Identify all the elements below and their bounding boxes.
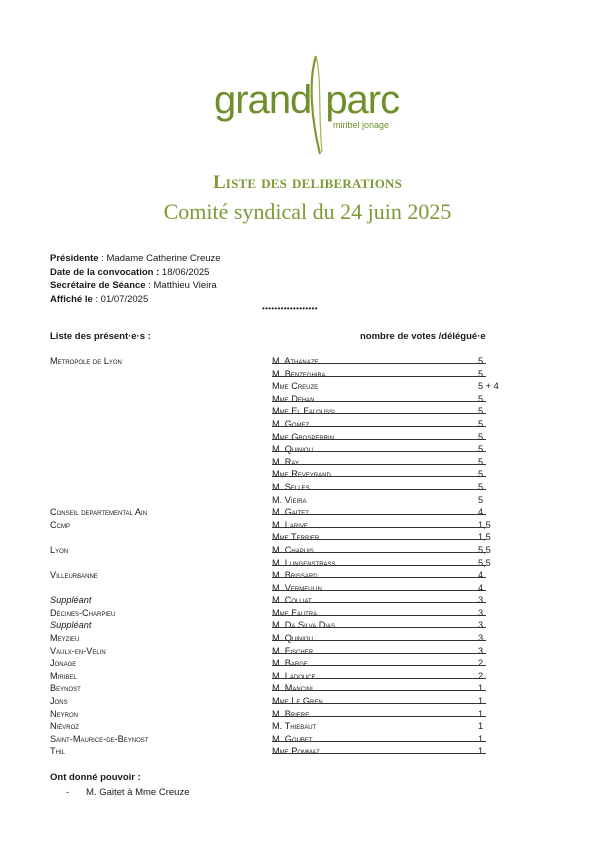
row-org: Saint-Maurice-de-Beynost xyxy=(50,733,149,744)
table-row xyxy=(0,696,600,709)
row-name: M. Ladouce xyxy=(272,670,316,681)
row-org: Décines-Charpieu xyxy=(50,607,116,618)
row-name: M. Quiniou xyxy=(272,444,313,455)
secretaire-label: Secrétaire de Séance xyxy=(50,280,146,291)
logo-wordmark xyxy=(214,80,399,120)
table-row xyxy=(0,709,600,722)
strikethrough-line xyxy=(272,376,486,377)
row-name: Mme Reveyrand xyxy=(272,469,331,480)
table-row xyxy=(0,520,600,533)
row-name: M. Selles xyxy=(272,481,310,492)
row-name: Mme Fautra xyxy=(272,607,318,618)
strikethrough-line xyxy=(272,413,486,414)
row-name: M. Chapuis xyxy=(272,544,314,555)
row-name: M. Larive xyxy=(272,519,308,530)
pouvoir-dash: - xyxy=(66,787,70,798)
affiche-line xyxy=(50,293,221,307)
table-row xyxy=(0,583,600,596)
pouvoir-item xyxy=(66,787,189,798)
row-name: Mme Le Gren xyxy=(272,696,323,707)
row-votes: 1,5 xyxy=(478,519,491,530)
table-row xyxy=(0,633,600,646)
strikethrough-line xyxy=(272,602,486,603)
document-title: Liste des deliberations xyxy=(212,172,403,193)
table-row xyxy=(0,721,600,734)
row-votes: 1 xyxy=(478,746,484,757)
strikethrough-line xyxy=(272,476,486,477)
convocation-label: Date de la convocation : xyxy=(50,266,160,278)
row-name: M. Athanaze xyxy=(272,356,319,366)
strikethrough-line xyxy=(272,464,486,465)
strikethrough-line xyxy=(272,678,486,679)
row-votes: 5 xyxy=(478,418,484,429)
row-votes: 4 xyxy=(478,582,484,593)
row-org: Conseil departemental Ain xyxy=(50,507,148,518)
row-votes: 4 xyxy=(478,570,484,581)
row-org: Thil xyxy=(50,746,65,757)
row-org: Suppléant xyxy=(50,620,92,631)
row-name: M. Gomez xyxy=(272,418,310,429)
logo-grand: grand xyxy=(214,78,312,122)
row-name: Mme Pommaz xyxy=(272,746,320,757)
convocation-line xyxy=(50,266,221,280)
table-row xyxy=(0,394,600,407)
row-org: Niévroz xyxy=(50,721,79,732)
table-row xyxy=(0,469,600,482)
meeting-info xyxy=(50,252,221,306)
document-subtitle: Comité syndical du 24 juin 2025 xyxy=(163,199,452,224)
row-votes: 1,5 xyxy=(478,532,491,543)
logo-subtitle: miribel jonage xyxy=(333,120,390,130)
row-org: Ccmp xyxy=(50,519,70,530)
table-row xyxy=(0,419,600,432)
table-row xyxy=(0,356,600,369)
convocation-value: 18/06/2025 xyxy=(159,266,210,278)
row-org: Metropole de Lyon xyxy=(50,356,122,366)
strikethrough-line xyxy=(272,489,486,490)
row-votes: 3 xyxy=(478,645,484,656)
strikethrough-line xyxy=(272,552,486,553)
row-votes: 5 xyxy=(478,481,484,492)
secretaire-value: : Matthieu Vieira xyxy=(145,280,217,291)
row-votes: 5 + 4 xyxy=(478,381,499,392)
pouvoirs-label: Ont donné pouvoir : xyxy=(50,772,141,783)
affiche-value: : 01/07/2025 xyxy=(92,293,149,305)
strikethrough-line xyxy=(272,363,486,364)
row-votes: 1 xyxy=(478,696,484,707)
table-row xyxy=(0,558,600,571)
table-row xyxy=(0,444,600,457)
row-name: M. Thiebaut xyxy=(272,721,317,732)
table-row xyxy=(0,457,600,470)
separator: •••••••••••••••••• xyxy=(262,304,318,313)
row-votes: 3 xyxy=(478,620,484,631)
row-votes: 5 xyxy=(478,469,484,480)
strikethrough-line xyxy=(272,451,486,452)
strikethrough-line xyxy=(272,665,486,666)
row-org: Jons xyxy=(50,696,68,707)
strikethrough-line xyxy=(272,716,486,717)
table-row xyxy=(0,482,600,495)
row-name: M. Da Silva Dias xyxy=(272,620,336,631)
table-row xyxy=(0,746,600,759)
strikethrough-line xyxy=(272,514,486,515)
row-votes: 3 xyxy=(478,595,484,606)
row-votes: 3 xyxy=(478,633,484,644)
row-name: M. Mancini xyxy=(272,683,313,694)
table-row xyxy=(0,406,600,419)
strikethrough-line xyxy=(272,539,486,540)
row-votes: 1 xyxy=(478,708,484,719)
table-row xyxy=(0,495,600,508)
row-org: Jonage xyxy=(50,658,77,669)
votes-header: nombre de votes /délégué·e xyxy=(360,331,486,342)
strikethrough-line xyxy=(272,426,486,427)
row-votes: 5 xyxy=(478,456,484,467)
row-name: Mme Terrier xyxy=(272,532,320,543)
table-row xyxy=(0,507,600,520)
table-row xyxy=(0,432,600,445)
row-name: M. Gaitet xyxy=(272,507,309,518)
table-row xyxy=(0,646,600,659)
table-row xyxy=(0,658,600,671)
presents-label: Liste des présent·e·s : xyxy=(50,331,151,342)
row-name: M. Goubet xyxy=(272,733,313,744)
strikethrough-line xyxy=(272,627,486,628)
table-row xyxy=(0,671,600,684)
row-votes: 5,5 xyxy=(478,557,491,568)
presidente-label: Présidente xyxy=(50,253,99,264)
row-votes: 1 xyxy=(478,721,484,732)
row-org: Miribel xyxy=(50,670,77,681)
row-org: Neyron xyxy=(50,708,78,719)
row-votes: 5 xyxy=(478,406,484,417)
row-org: Suppléant xyxy=(50,595,92,606)
row-name: M. Fischer xyxy=(272,645,314,656)
strikethrough-line xyxy=(272,653,486,654)
row-name: M. Benzeghiba xyxy=(272,368,326,379)
strikethrough-line xyxy=(272,640,486,641)
row-name: M. Brissard xyxy=(272,570,318,581)
table-row xyxy=(0,595,600,608)
strikethrough-line xyxy=(272,401,486,402)
row-votes: 1 xyxy=(478,683,484,694)
strikethrough-line xyxy=(272,565,486,566)
row-org: Villeurbanne xyxy=(50,570,98,581)
table-row xyxy=(0,381,600,394)
row-name: Mme Grosperrin xyxy=(272,431,335,442)
presidente-value: : Madame Catherine Creuze xyxy=(98,253,221,264)
strikethrough-line xyxy=(272,703,486,704)
presidente-line xyxy=(50,252,221,266)
grand-parc-logo xyxy=(212,52,412,157)
table-row xyxy=(0,369,600,382)
row-votes: 3 xyxy=(478,607,484,618)
strikethrough-line xyxy=(272,527,486,528)
presents-table xyxy=(0,356,600,759)
row-org: Lyon xyxy=(50,544,69,555)
row-name: M. Colliat xyxy=(272,595,312,606)
row-name: M. Lungenstrass xyxy=(272,557,336,568)
strikethrough-line xyxy=(272,753,486,754)
row-votes: 4 xyxy=(478,507,484,518)
row-name: Mme Dehan xyxy=(272,393,315,404)
row-name: M. Vieira xyxy=(272,494,307,505)
row-votes: 2 xyxy=(478,658,484,669)
table-row xyxy=(0,683,600,696)
row-org: Vaulx-en-Velin xyxy=(50,645,106,656)
strikethrough-line xyxy=(272,590,486,591)
row-name: M. Vermeulin xyxy=(272,582,322,593)
pouvoir-text: M. Gaitet à Mme Creuze xyxy=(86,787,190,798)
logo-parc: parc xyxy=(325,78,400,122)
row-name: Mme El Faloussi xyxy=(272,406,335,417)
row-org: Beynost xyxy=(50,683,81,694)
row-votes: 5 xyxy=(478,444,484,455)
secretaire-line xyxy=(50,279,221,293)
strikethrough-line xyxy=(272,615,486,616)
row-name: M. Briere xyxy=(272,708,310,719)
strikethrough-line xyxy=(272,690,486,691)
table-row xyxy=(0,570,600,583)
table-row xyxy=(0,608,600,621)
row-votes: 1 xyxy=(478,733,484,744)
row-votes: 5 xyxy=(478,356,484,366)
row-org: Meyzieu xyxy=(50,633,80,644)
row-votes: 5 xyxy=(478,494,484,505)
row-votes: 5,5 xyxy=(478,544,491,555)
row-name: Mme Creuze xyxy=(272,381,319,392)
row-name: M. Quiniou xyxy=(272,633,313,644)
row-votes: 5 xyxy=(478,368,484,379)
table-row xyxy=(0,532,600,545)
row-votes: 2 xyxy=(478,670,484,681)
table-row xyxy=(0,734,600,747)
strikethrough-line xyxy=(272,741,486,742)
strikethrough-line xyxy=(272,577,486,578)
affiche-label: Affiché le xyxy=(50,293,93,305)
table-row xyxy=(0,620,600,633)
row-name: M. Barge xyxy=(272,658,308,669)
row-votes: 5 xyxy=(478,431,484,442)
table-row xyxy=(0,545,600,558)
row-name: M. Ray xyxy=(272,456,299,467)
row-votes: 5 xyxy=(478,393,484,404)
strikethrough-line xyxy=(272,439,486,440)
